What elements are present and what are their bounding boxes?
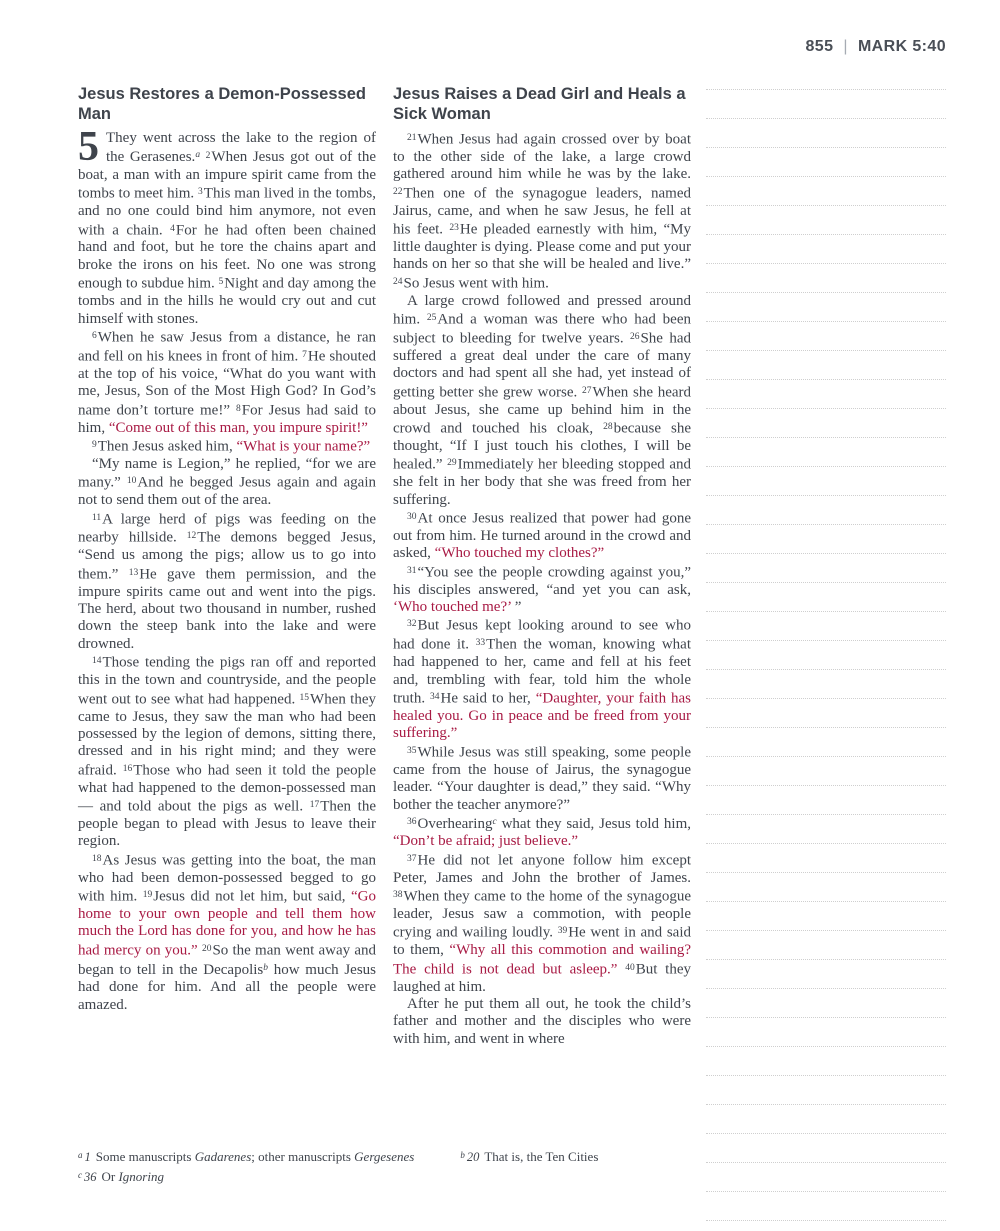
verse-text: When Jesus had again crossed over by boat to the other side of the lake, a large crowd gathered around him while he was by the lake.	[393, 131, 691, 183]
verse-paragraph	[393, 563, 691, 617]
verse-text: And he begged Jesus again and again not to send them out of the area.	[78, 474, 376, 509]
journal-dotted-line	[706, 583, 946, 612]
verse-text: As Jesus was getting into the boat, the man who had been demon-possessed begged to go with him.	[78, 852, 376, 905]
journal-dotted-line	[706, 235, 946, 264]
journal-dotted-line	[706, 119, 946, 148]
verse-number: 7	[302, 349, 307, 360]
journal-dotted-line	[706, 264, 946, 293]
verse-paragraph	[393, 293, 691, 509]
journal-dotted-line	[706, 641, 946, 670]
verse-text: He said to her,	[440, 690, 536, 707]
footnote-letter: b	[460, 1150, 465, 1160]
verse-text: A large crowd followed and pressed around him.	[393, 292, 691, 328]
journal-dotted-line	[706, 1163, 946, 1192]
journal-dotted-line	[706, 728, 946, 757]
verse-paragraph	[78, 328, 376, 437]
footnote-letter: c	[78, 1170, 82, 1180]
verse-text: So Jesus went with him.	[403, 275, 549, 292]
journal-dotted-line	[706, 902, 946, 931]
verse-number: 19	[142, 890, 153, 901]
journal-dotted-line	[706, 786, 946, 815]
journal-dotted-line	[706, 1076, 946, 1105]
journal-dotted-line	[706, 1105, 946, 1134]
verse-text: When they came to Jesus, they saw the man who had been possessed by the legion of demons, sitting there, dressed and in his right mind; and they were afraid.	[78, 691, 377, 779]
verse-number: 16	[122, 763, 133, 774]
journal-dotted-line	[706, 844, 946, 873]
verse-number: 32	[407, 619, 417, 630]
verse-text: While Jesus was still speaking, some people came from the house of Jairus, the synagogue leader. “Your daughter is dead,” they said. “Why bother the teacher anymore?”	[393, 744, 691, 813]
red-letter-text: “Go home to your own people and tell them how much the Lord has done for you, and how he has had mercy on you.”	[78, 888, 376, 959]
verse-number: 27	[581, 385, 592, 396]
verse-text: Then the woman, knowing what had happened to her, came and fell at his feet and, trembling with fear, told him the whole truth.	[393, 636, 691, 707]
verse-text: After he put them all out, he took the child’s father and mother and the disciples who were with him, and went in where	[393, 996, 691, 1047]
verse-number: 26	[629, 331, 640, 342]
journal-dotted-line	[706, 293, 946, 322]
journal-dotted-line	[706, 1134, 946, 1163]
verse-number: 18	[92, 853, 102, 864]
page-header	[805, 38, 946, 56]
verse-text: But they laughed at him.	[393, 961, 691, 995]
verse-text: For he had often been chained hand and foot, but he tore the chains apart and broke the irons on his feet. No one was strong enough to subdue him.	[78, 222, 376, 292]
journal-dotted-line	[706, 1192, 946, 1221]
verse-text: A large herd of pigs was feeding on the nearby hillside.	[78, 511, 376, 546]
journal-dotted-line	[706, 351, 946, 380]
journal-dotted-line	[706, 467, 946, 496]
column-right	[393, 84, 691, 1048]
verse-paragraph	[393, 130, 691, 293]
verse-number: 20	[201, 943, 212, 954]
verse-number: 12	[186, 531, 197, 542]
verse-text: Night and day among the tombs and in the hills he would cry out and cut himself with stones.	[78, 275, 377, 327]
journal-lines-area	[706, 61, 946, 1221]
verse-text: So the man went away and began to tell in the Decapolis	[78, 942, 376, 978]
journal-dotted-line	[706, 757, 946, 786]
verse-number: 5	[218, 277, 224, 288]
verse-text: He pleaded earnestly with him, “My little daughter is dying. Please come and put your hands on her so that she will be healed and live.”	[393, 221, 691, 273]
verse-text: ; other manuscripts	[251, 1149, 355, 1164]
verse-text: Those tending the pigs ran off and reported this in the town and countryside, and the people went out to see what had happened.	[78, 654, 376, 708]
verse-paragraph	[78, 851, 376, 1014]
verse-text: Immediately her bleeding stopped and she felt in her body that she was freed from her suffering.	[393, 456, 691, 508]
journal-dotted-line	[706, 496, 946, 525]
page-reference: MARK 5:40	[857, 38, 946, 55]
verse-text: what they said, Jesus told him,	[496, 815, 691, 832]
footnote-letter: a	[78, 1150, 83, 1160]
footnote-marker: a	[195, 150, 201, 161]
journal-dotted-line	[706, 177, 946, 206]
verse-number: 38	[393, 890, 403, 901]
footnote-marker: b	[263, 962, 268, 973]
verse-text: how much Jesus had done for him. And all the people were amazed.	[78, 961, 377, 1013]
verse-text: When he saw Jesus from a distance, he ran and fell on his knees in front of him.	[78, 329, 376, 365]
verse-text: “My name is Legion,” he replied, “for we are many.”	[78, 455, 376, 491]
verse-text: Those who had seen it told the people what had happened to the demon-possessed man — and told about the pigs as well.	[78, 762, 376, 815]
footnote-item	[78, 1146, 414, 1166]
verse-number: 28	[603, 422, 613, 432]
journal-dotted-line	[706, 1018, 946, 1047]
verse-text: And a woman was there who had been subject to bleeding for twelve years.	[393, 311, 691, 347]
verse-paragraph	[393, 814, 691, 851]
verse-text	[200, 149, 206, 165]
red-letter-text: “Come out of this man, you impure spirit!”	[108, 419, 368, 436]
verse-text: That is, the Ten Cities	[484, 1149, 599, 1164]
chapter-number: 5	[78, 124, 99, 170]
verse-number: 13	[128, 567, 139, 578]
verse-text: because she thought, “If I just touch his clothes, I will be healed.”	[393, 420, 691, 473]
verse-text: When Jesus got out of the boat, a man with an impure spirit came from the tombs to meet him.	[78, 149, 377, 202]
verse-paragraph	[78, 456, 376, 510]
verse-text: Then the people began to plead with Jesus to leave their region.	[78, 798, 376, 850]
verse-text: Gadarenes	[194, 1149, 252, 1164]
verse-text: When they came to the home of the synagogue leader, Jesus saw a commotion, with people crying and wailing loudly.	[393, 888, 691, 941]
verse-paragraph	[393, 743, 691, 814]
verse-number: 31	[407, 565, 417, 576]
journal-dotted-line	[706, 148, 946, 177]
verse-text: He shouted at the top of his voice, “What do you want with me, Jesus, Son of the Most High God? In God’s name don’t torture me!”	[78, 348, 376, 419]
verse-text: But Jesus kept looking around to see who had done it.	[393, 617, 691, 653]
column-right-paragraphs	[393, 130, 691, 1048]
verse-number: 29	[447, 458, 457, 469]
red-letter-text: “Daughter, your faith has healed you. Go in peace and be freed from your suffering.”	[393, 690, 691, 742]
verse-paragraph	[393, 996, 691, 1048]
verse-text: He gave them permission, and the impure spirits came out and went into the pigs. The herd, about two thousand in number, rushed down the steep bank into the lake and were drowned.	[78, 566, 376, 652]
journal-dotted-line	[706, 525, 946, 554]
verse-paragraph	[393, 851, 691, 996]
footnote-item	[460, 1146, 598, 1166]
journal-dotted-line	[706, 409, 946, 438]
verse-number: 40	[625, 962, 635, 973]
section-heading-right: Jesus Raises a Dead Girl and Heals a Sick Woman	[393, 85, 686, 123]
footnotes	[78, 1146, 698, 1186]
verse-number: 24	[393, 276, 403, 287]
section-heading-left: Jesus Restores a Demon-Possessed Man	[78, 85, 366, 123]
verse-text: Ignoring	[118, 1169, 164, 1184]
verse-number: 6	[92, 330, 97, 341]
journal-dotted-line	[706, 554, 946, 583]
verse-text: Or	[101, 1169, 119, 1184]
verse-number: 2	[205, 150, 211, 161]
red-letter-text: “Why all this commotion and wailing? The child is not dead but asleep.”	[393, 942, 691, 978]
verse-number: 35	[407, 745, 417, 756]
verse-number: 8	[236, 403, 241, 414]
verse-text: Overhearing	[417, 815, 493, 832]
verse-text: He went in and said to them,	[393, 924, 691, 959]
journal-dotted-line	[706, 989, 946, 1018]
verse-text: At once Jesus realized that power had gone out from him. He turned around in the crowd and asked,	[393, 510, 691, 562]
verse-text: Some manuscripts	[95, 1149, 195, 1164]
verse-number: 11	[92, 512, 102, 523]
verse-paragraph	[78, 124, 377, 328]
verse-paragraph	[78, 510, 376, 654]
journal-dotted-line	[706, 206, 946, 235]
verse-paragraph	[78, 653, 376, 850]
journal-dotted-line	[706, 670, 946, 699]
journal-dotted-line	[706, 612, 946, 641]
footnote-verse-ref: 1	[84, 1150, 91, 1164]
verse-number: 33	[475, 638, 486, 649]
footnote-row	[78, 1166, 698, 1186]
journal-dotted-line	[706, 1047, 946, 1076]
footnote-marker: c	[492, 816, 497, 827]
journal-dotted-line	[706, 815, 946, 844]
verse-paragraph	[393, 616, 691, 742]
verse-number: 21	[407, 133, 417, 143]
verse-text: She had suffered a great deal under the care of many doctors and had spent all she had, yet instead of getting better she grew worse.	[393, 330, 691, 401]
verse-text: “You see the people crowding against you,” his disciples answered, “and yet you can ask,	[393, 564, 691, 598]
verse-paragraph	[78, 437, 376, 456]
journal-dotted-line	[706, 380, 946, 409]
verse-number: 36	[407, 817, 417, 828]
verse-number: 25	[426, 313, 437, 324]
verse-text: Gergesenes	[354, 1149, 415, 1164]
journal-dotted-line	[706, 960, 946, 989]
verse-number: 22	[393, 186, 403, 197]
column-left-paragraphs	[78, 124, 377, 1014]
journal-dotted-line	[706, 61, 946, 90]
verse-number: 37	[407, 853, 417, 864]
footnote-verse-ref: 36	[84, 1170, 97, 1184]
footnote-verse-ref: 20	[466, 1150, 480, 1164]
verse-number: 17	[309, 800, 320, 811]
verse-number: 15	[299, 692, 310, 703]
verse-text: Then Jesus asked him,	[97, 438, 237, 455]
journal-dotted-line	[706, 931, 946, 960]
verse-number: 10	[126, 476, 137, 487]
verse-number: 30	[407, 512, 417, 523]
red-letter-text: “Don’t be afraid; just believe.”	[393, 833, 579, 850]
verse-number: 14	[92, 656, 102, 667]
verse-number: 4	[170, 223, 175, 234]
verse-text: For Jesus had said to him,	[78, 402, 376, 436]
journal-dotted-line	[706, 90, 946, 119]
journal-dotted-line	[706, 438, 946, 467]
verse-number: 9	[92, 439, 97, 450]
verse-text: He did not let anyone follow him except Peter, James and John the brother of James.	[393, 852, 691, 886]
verse-number: 23	[449, 223, 459, 234]
journal-dotted-line	[706, 873, 946, 902]
verse-text: Then one of the synagogue leaders, named Jairus, came, and when he saw Jesus, he fell at his feet.	[393, 185, 691, 238]
verse-text: This man lived in the tombs, and no one could bind him anymore, not even with a chain.	[78, 185, 376, 239]
page-number: 855	[805, 38, 834, 55]
verse-number: 34	[429, 692, 440, 703]
journal-dotted-line	[706, 322, 946, 351]
verse-number: 3	[198, 187, 203, 198]
column-left	[78, 84, 376, 1014]
verse-text: ”	[511, 599, 522, 616]
verse-text: The demons begged Jesus, “Send us among the pigs; allow us to go into them.”	[78, 529, 376, 583]
footnote-item	[78, 1166, 164, 1186]
verse-paragraph	[393, 509, 691, 563]
red-letter-text: “Who touched my clothes?”	[434, 545, 605, 562]
verse-text: Jesus did not let him, but said,	[153, 888, 351, 905]
verse-text: They went across the lake to the region of the Gerasenes.	[106, 130, 376, 166]
red-letter-text: ‘Who touched me?’	[393, 599, 512, 616]
verse-text: When she heard about Jesus, she came up behind him in the crowd and touched his cloak,	[393, 384, 692, 437]
header-divider: |	[843, 38, 848, 55]
footnote-row	[78, 1146, 698, 1166]
journal-dotted-line	[706, 699, 946, 728]
red-letter-text: “What is your name?”	[236, 438, 371, 455]
verse-number: 39	[557, 926, 568, 937]
